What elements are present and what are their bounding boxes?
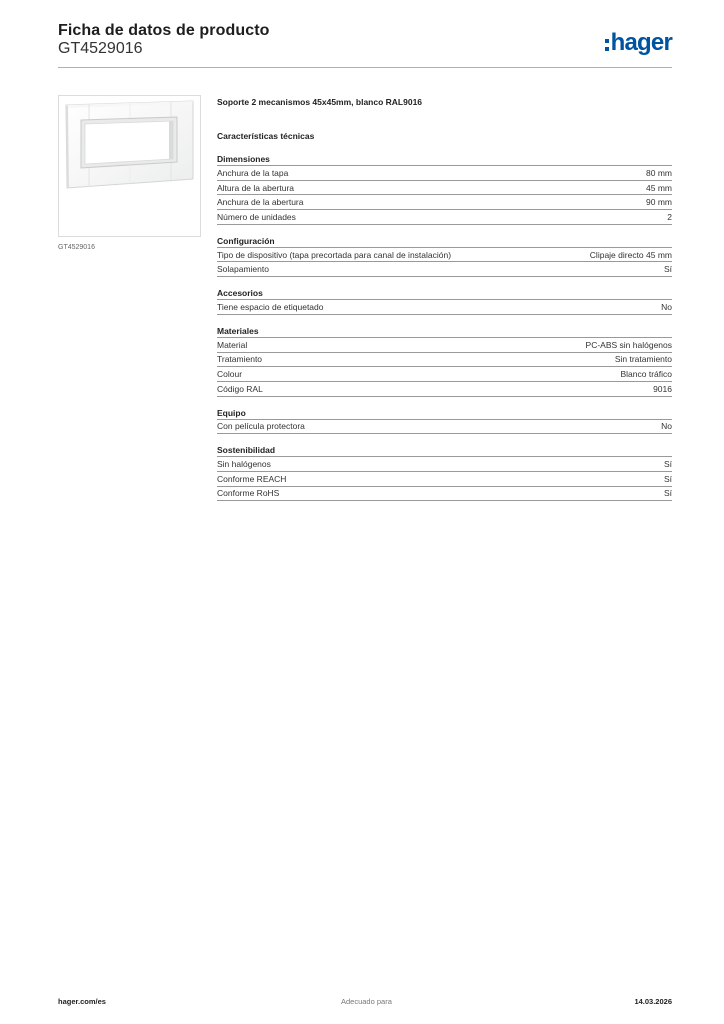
spec-value: Sí xyxy=(663,473,672,484)
spec-value: 2 xyxy=(667,211,672,222)
spec-row xyxy=(217,166,672,181)
spec-label: Altura de la abertura xyxy=(217,182,295,193)
spec-row xyxy=(217,487,672,502)
logo-dots-icon xyxy=(605,39,609,51)
logo-wordmark: hager xyxy=(610,29,672,56)
product-code: GT4529016 xyxy=(58,40,143,57)
spec-content xyxy=(217,95,672,501)
section-title: Accesorios xyxy=(217,286,672,300)
header-divider xyxy=(58,67,672,68)
footer-suitable-for: Adecuado para xyxy=(341,997,392,1006)
hager-logo xyxy=(605,29,672,57)
spec-section xyxy=(217,406,672,435)
spec-label: Código RAL xyxy=(217,383,263,394)
spec-row xyxy=(217,420,672,435)
footer-date: 14.03.2026 xyxy=(634,997,672,1006)
spec-row xyxy=(217,472,672,487)
spec-label: Número de unidades xyxy=(217,211,296,222)
technical-characteristics-heading: Características técnicas xyxy=(217,131,315,141)
spec-value: Sí xyxy=(663,264,672,275)
spec-label: Tratamiento xyxy=(217,354,263,365)
spec-label: Anchura de la abertura xyxy=(217,197,304,208)
spec-label: Tipo de dispositivo (tapa precortada para canal de instalación) xyxy=(217,249,452,260)
product-image xyxy=(58,95,201,237)
product-description: Soporte 2 mecanismos 45x45mm, blanco RAL9016 xyxy=(217,97,423,107)
spec-value: 90 mm xyxy=(646,197,672,208)
page-footer xyxy=(58,997,672,1009)
section-title: Configuración xyxy=(217,234,672,248)
spec-value: Sí xyxy=(663,459,672,470)
document-title: Ficha de datos de producto xyxy=(58,22,270,39)
spec-row xyxy=(217,195,672,210)
spec-label: Con película protectora xyxy=(217,421,305,432)
spec-label: Sin halógenos xyxy=(217,459,271,470)
spec-row xyxy=(217,300,672,315)
spec-row xyxy=(217,338,672,353)
page-header xyxy=(58,20,672,68)
section-title: Sostenibilidad xyxy=(217,443,672,457)
spec-label: Anchura de la tapa xyxy=(217,167,289,178)
spec-section xyxy=(217,324,672,397)
spec-row xyxy=(217,382,672,397)
footer-website: hager.com/es xyxy=(58,997,106,1006)
wall-plate-illustration xyxy=(59,96,200,236)
spec-row xyxy=(217,262,672,277)
spec-value: 45 mm xyxy=(646,182,672,193)
spec-row xyxy=(217,181,672,196)
spec-row xyxy=(217,353,672,368)
spec-value: 80 mm xyxy=(646,167,672,178)
image-caption: GT4529016 xyxy=(58,244,95,251)
spec-value: Clipaje directo 45 mm xyxy=(589,249,672,260)
spec-value: 9016 xyxy=(653,383,672,394)
spec-sections xyxy=(217,152,672,501)
spec-value: No xyxy=(661,301,672,312)
spec-row xyxy=(217,367,672,382)
spec-label: Tiene espacio de etiquetado xyxy=(217,301,324,312)
spec-value: PC-ABS sin halógenos xyxy=(585,339,672,350)
spec-value: No xyxy=(661,421,672,432)
spec-row xyxy=(217,457,672,472)
spec-label: Conforme REACH xyxy=(217,473,287,484)
spec-row xyxy=(217,210,672,225)
spec-value: Sin tratamiento xyxy=(614,354,672,365)
spec-label: Solapamiento xyxy=(217,264,269,275)
spec-row xyxy=(217,248,672,263)
section-title: Equipo xyxy=(217,406,672,420)
spec-section xyxy=(217,286,672,315)
spec-label: Colour xyxy=(217,369,243,380)
spec-label: Material xyxy=(217,339,248,350)
section-title: Materiales xyxy=(217,324,672,338)
spec-value: Blanco tráfico xyxy=(620,369,672,380)
section-title: Dimensiones xyxy=(217,152,672,166)
spec-section xyxy=(217,443,672,501)
spec-section xyxy=(217,234,672,277)
spec-section xyxy=(217,152,672,225)
spec-value: Sí xyxy=(663,488,672,499)
spec-label: Conforme RoHS xyxy=(217,488,280,499)
